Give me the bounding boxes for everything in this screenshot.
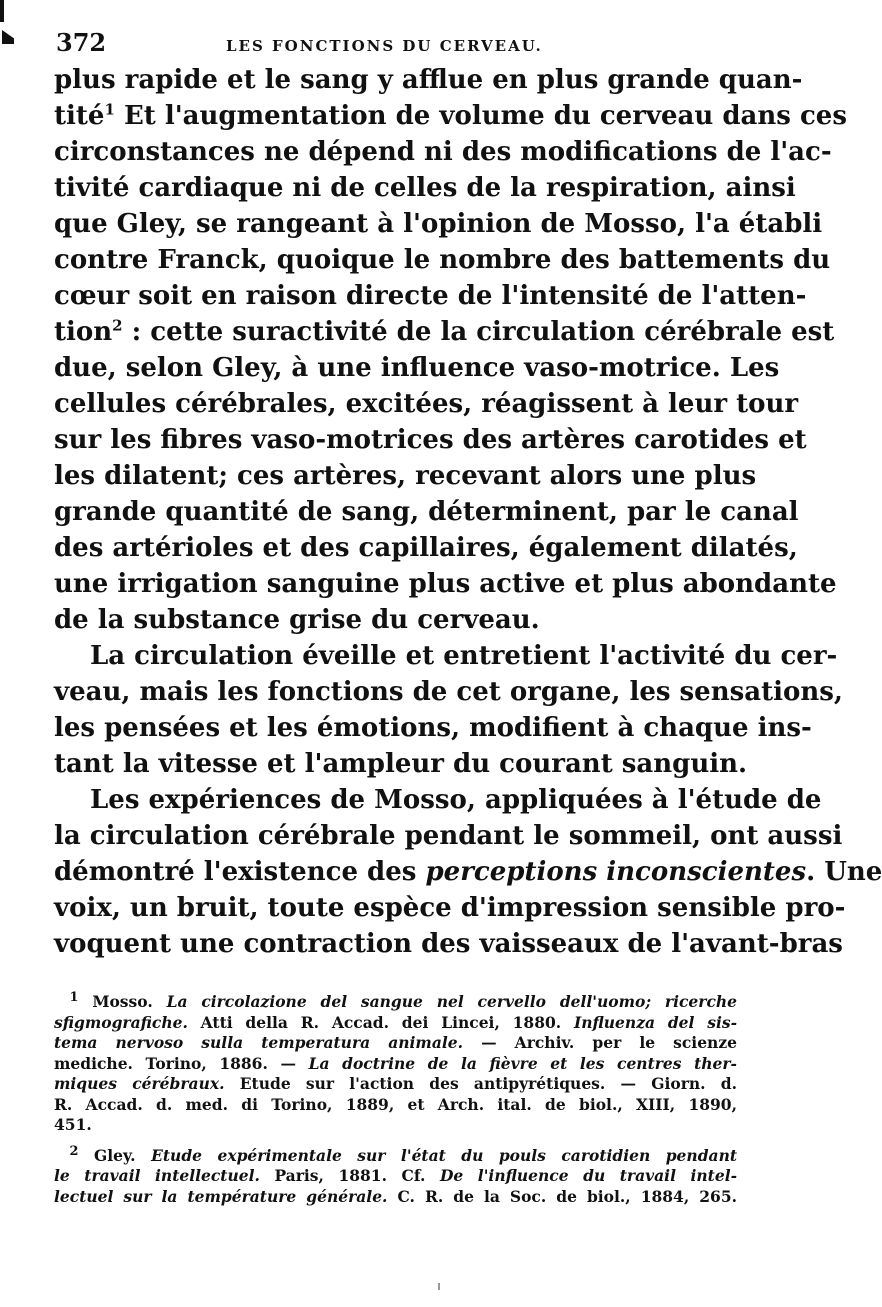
text-line: plus rapide et le sang y afflue en plus grande quan-	[54, 65, 803, 95]
text-line: les pensées et les émotions, modifient à chaque ins-	[54, 713, 812, 743]
text-line: tion$^2$ : cette suractivité de la circulation cérébrale est	[54, 316, 835, 347]
text-line: veau, mais les fonctions de cet organe, les sensations,	[54, 677, 843, 707]
text-line: que Gley, se rangeant à l'opinion de Mosso, l'a établi	[54, 209, 823, 239]
footnote-ref[interactable]: 1	[104, 100, 115, 119]
page-header	[56, 28, 752, 57]
text-line: de la substance grise du cerveau.	[54, 605, 540, 635]
main-text	[54, 62, 882, 962]
text-line: cœur soit en raison directe de l'intensité de l'atten-	[54, 281, 807, 311]
text-line: cellules cérébrales, excitées, réagissent à leur tour	[54, 389, 799, 419]
text-line: grande quantité de sang, déterminent, par le canal	[54, 497, 799, 527]
text-line: Les expériences de Mosso, appliquées à l'étude de	[90, 785, 822, 815]
footnote-1: $^1$ Mosso. La circolazione del sangue nel cervello dell'uomo; ricerche sfigmografiche. Atti della R. Accad. dei Lincei, 1880. Influenza del sis- tema nervoso sulla temperatura animale. — Archiv. per le scienze mediche. Torino, 1886. — La doctrine de la fièvre et les centres ther- miques cérébraux. Etude sur l'action des antipyrétiques. — Giorn. d. R. Accad. d. med. di Torino, 1889, et Arch. ital. de biol., XIII, 1890, 451.	[54, 990, 738, 1135]
text-line: due, selon Gley, à une influence vaso-motrice. Les	[54, 353, 780, 383]
footnotes	[54, 988, 737, 1207]
text-line: circonstances ne dépend ni des modifications de l'ac-	[54, 137, 832, 167]
footnote-mark: 2	[69, 1143, 79, 1159]
footnote-2: $^2$ Gley. Etude expérimentale sur l'état du pouls carotidien pendant le travail intellectuel. Paris, 1881. Cf. De l'influence du travail intel- lectuel sur la température générale. C. R. de la Soc. de biol., 1884, 265.	[54, 1143, 738, 1206]
text-line: les dilatent; ces artères, recevant alors une plus	[54, 461, 757, 491]
text-line: des artérioles et des capillaires, également dilatés,	[54, 533, 798, 563]
text-line: voquent une contraction des vaisseaux de l'avant-bras	[54, 929, 843, 959]
italic-phrase: perceptions inconscientes	[425, 857, 807, 887]
running-title: LES FONCTIONS DU CERVEAU.	[226, 37, 543, 55]
text-line: sur les fibres vaso-motrices des artères carotides et	[54, 425, 807, 455]
text-line: tité$^1$ Et l'augmentation de volume du cerveau dans ces	[54, 100, 847, 131]
footnote-mark: 1	[69, 990, 79, 1005]
footnote-ref[interactable]: 2	[112, 316, 123, 335]
text-line: contre Franck, quoique le nombre des battements du	[54, 245, 831, 275]
text-line: tant la vitesse et l'ampleur du courant sanguin.	[54, 749, 748, 779]
text-line: voix, un bruit, toute espèce d'impression sensible pro-	[54, 893, 846, 923]
text-line: démontré l'existence des perceptions inconscientes. Une	[54, 857, 882, 887]
text-line: une irrigation sanguine plus active et plus abondante	[54, 569, 837, 599]
text-line: la circulation cérébrale pendant le sommeil, ont aussi	[54, 821, 843, 851]
text-line: La circulation éveille et entretient l'activité du cer-	[90, 641, 838, 671]
page-number: 372	[56, 28, 107, 57]
print-speck	[438, 1283, 440, 1290]
margin-mark	[0, 0, 4, 22]
text-line: tivité cardiaque ni de celles de la respiration, ainsi	[54, 173, 796, 203]
margin-mark	[2, 30, 14, 44]
